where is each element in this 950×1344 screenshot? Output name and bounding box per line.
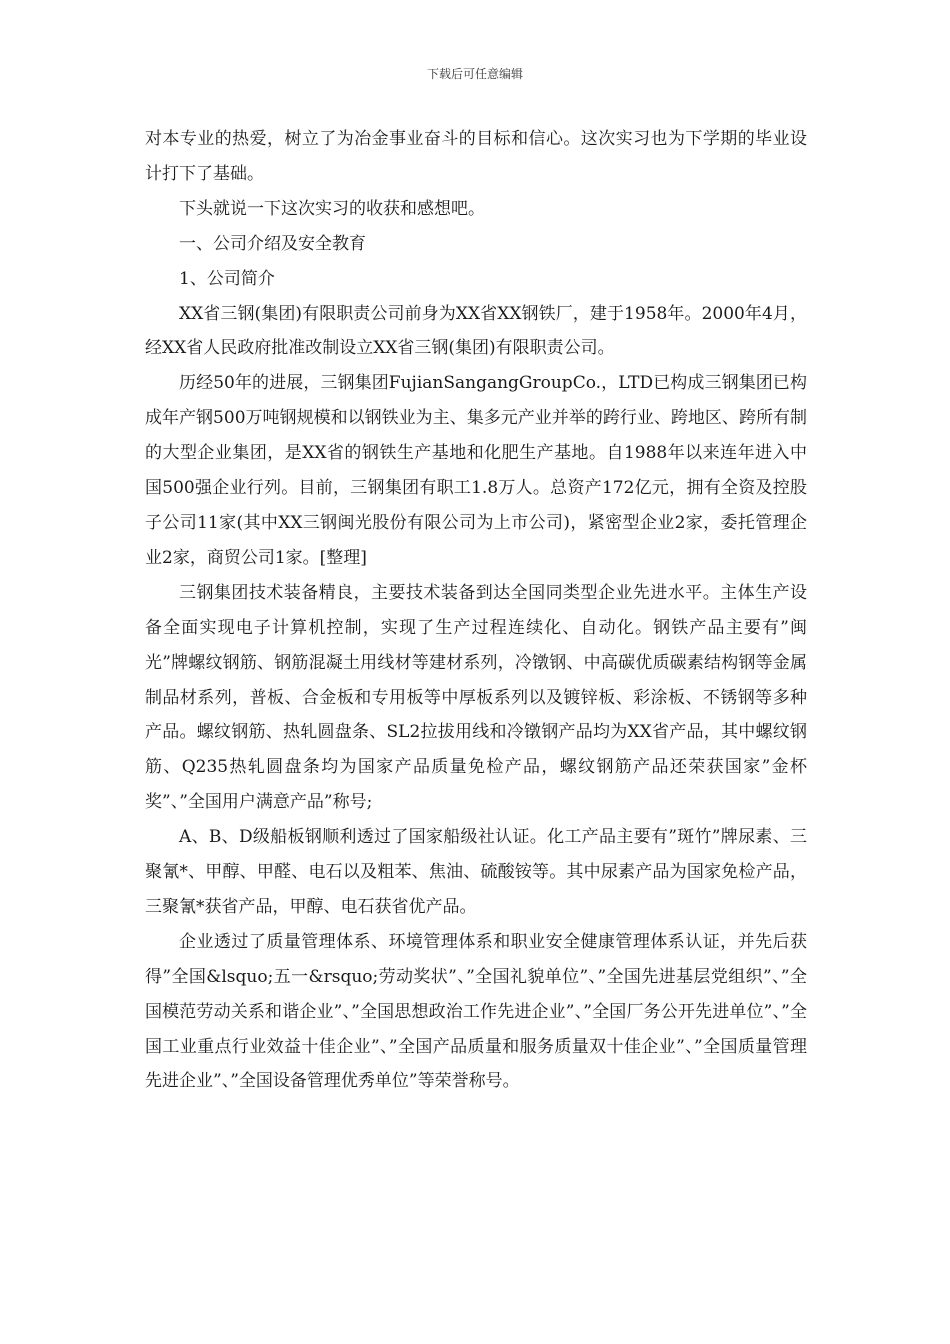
paragraph-company-origin: XX省三钢(集团)有限职责公司前身为XX省XX钢铁厂，建于1958年。2000年4月，经XX省人民政府批准改制设立XX省三钢(集团)有限职责公司。 <box>145 303 807 359</box>
paragraph-technology-products: 三钢集团技术装备精良，主要技术装备到达全国同类型企业先进水平。主体生产设备全面实现电子计算机控制，实现了生产过程连续化、自动化。钢铁产品主要有”闽光”牌螺纹钢筋、钢筋混凝土用线材等建材系列，冷镦钢、中高碳优质碳素结构钢等金属制品材系列，普板、合金板和专用板等中厚板系列以及镀锌板、彩涂板、不锈钢等多种产品。螺纹钢筋、热轧圆盘条、SL2拉拔用线和冷镦钢产品均为XX省产品，其中螺纹钢筋、Q235热轧圆盘条均为国家产品质量免检产品，螺纹钢筋产品还荣获国家”金杯奖”、”全国用户满意产品”称号; <box>145 582 807 813</box>
paragraph-honors: 企业透过了质量管理体系、环境管理体系和职业安全健康管理体系认证，并先后获得”全国&lsquo;五一&rsquo;劳动奖状”、”全国礼貌单位”、”全国先进基层党组织”、”全国模范劳动关系和谐企业”、”全国思想政治工作先进企业”、”全国厂务公开先进单位”、”全国工业重点行业效益十佳企业”、”全国产品质量和服务质量双十佳企业”、”全国质量管理先进企业”、”全国设备管理优秀单位”等荣誉称号。 <box>145 931 807 1092</box>
paragraph-continuation: 对本专业的热爱，树立了为冶金事业奋斗的目标和信心。这次实习也为下学期的毕业设计打下了基础。 <box>145 129 807 184</box>
paragraph-certification-chemicals: A、B、D级船板钢顺利透过了国家船级社认证。化工产品主要有”斑竹”牌尿素、三聚氰*、甲醇、甲醛、电石以及粗苯、焦油、硫酸铵等。其中尿素产品为国家免检产品，三聚氰*获省产品，甲醇、电石获省优产品。 <box>145 827 807 917</box>
page-header: 下载后可任意编辑 <box>426 67 523 81</box>
paragraph-company-development: 历经50年的进展，三钢集团FujianSangangGroupCo.，LTD已构成三钢集团已构成年产钢500万吨钢规模和以钢铁业为主、集多元产业并举的跨行业、跨地区、跨所有制的大型企业集团，是XX省的钢铁生产基地和化肥生产基地。自1988年以来连年进入中国500强企业行列。目前，三钢集团有职工1.8万人。总资产172亿元，拥有全资及控股子公司11家(其中XX三钢闽光股份有限公司为上市公司)，紧密型企业2家，委托管理企业2家，商贸公司1家。[整理] <box>145 373 807 568</box>
section-heading: 一、公司介绍及安全教育 <box>179 233 366 254</box>
document-body <box>145 122 807 1099</box>
subsection-heading: 1、公司简介 <box>179 268 275 289</box>
paragraph-intro: 下头就说一下这次实习的收获和感想吧。 <box>179 198 485 219</box>
